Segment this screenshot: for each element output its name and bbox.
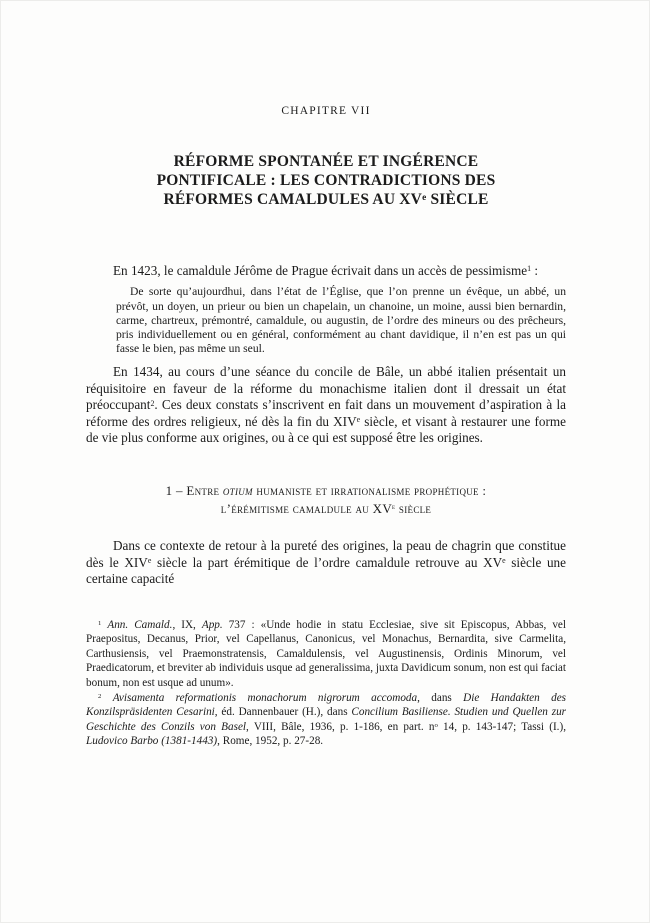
chapter-title-line-1: RÉFORME SPONTANÉE ET INGÉRENCE bbox=[173, 153, 479, 170]
paragraph-intro: En 1423, le camaldule Jérôme de Prague écrivait dans un accès de pessimisme$^1$ : bbox=[113, 263, 539, 278]
chapter-heading: CHAPITRE VII bbox=[281, 105, 371, 117]
paragraph-second: En 1434, au cours d’une séance du concile de Bâle, un abbé italien présentait un réquisitoire en faveur de la réforme du monachisme italien dont il dressait un état préoccupant$^2$. Ces deux constats s’inscrivent en fait dans un mouvement d’aspiration à la réforme des ordres religieux, né dès la fin du XIVe siècle, et visant à restaurer une forme de vie plus conforme aux origines, ou à ce qui est supposé être les origines. bbox=[86, 364, 566, 446]
section-heading-line-1: 1 – Entre otium humaniste et irrationalisme prophétique : bbox=[165, 483, 487, 499]
footnotes bbox=[86, 618, 566, 749]
section-heading bbox=[86, 482, 566, 517]
chapter-title-line-3: RÉFORMES CAMALDULES AU XVe SIÈCLE bbox=[163, 191, 489, 208]
block-quote: De sorte qu’aujourdhui, dans l’état de l’Église, que l’on prenne un évêque, un abbé, un prévôt, un doyen, un prieur ou bien un chapelain, un chanoine, un moine, aussi bien bernardin, carme, chartreux, prémontré, camaldule, ou augustin, de l’ordre des mineurs ou des prêcheurs, pris individuellement ou en général, conformément au chant davidique, il n’en est pas un qui fasse le bien, pas même un seul. bbox=[116, 285, 566, 356]
section-heading-line-2: l’érémitisme camaldule au XVe siècle bbox=[220, 500, 432, 516]
chapter-title-line-2: PONTIFICALE : LES CONTRADICTIONS DES bbox=[156, 172, 496, 189]
footnote-1: $^1$ Ann. Camald., IX, App. 737 : «Unde hodie in statu Ecclesiae, sive sit Episcopus, Abbas, vel Praepositus, Decanus, Prior, vel Capellanus, Canonicus, vel Monachus, Bernardita, sive Carmelita, Carthusiensis, vel Praemonstratensis, Camaldulensis, vel Augustinensis, Ordinis Minorum, vel Praedicatorum, et breviter ab individuis usque ad generalissima, juxta Davidicum sonum, non est qui faciat bonum, non est usque ad unum». bbox=[86, 618, 567, 690]
paragraph-third: Dans ce contexte de retour à la pureté des origines, la peau de chagrin que constitue dès le XIVe siècle la part érémitique de l’ordre camaldule retrouve au XVe siècle une certaine capacité bbox=[86, 538, 567, 587]
footnote-2: $^2$ Avisamenta reformationis monachorum nigrorum accomoda, dans Die Handakten des Konzilspräsidenten Cesarini, éd. Dannenbauer (H.), dans Concilium Basiliense. Studien und Quellen zur Geschichte des Conzils von Basel, VIII, Bâle, 1936, p. 1-186, en part. $n^o$ 14, p. 143-147; Tassi (I.), Ludovico Barbo (1381-1443), Rome, 1952, p. 27-28. bbox=[86, 691, 567, 748]
chapter-title bbox=[86, 152, 566, 209]
